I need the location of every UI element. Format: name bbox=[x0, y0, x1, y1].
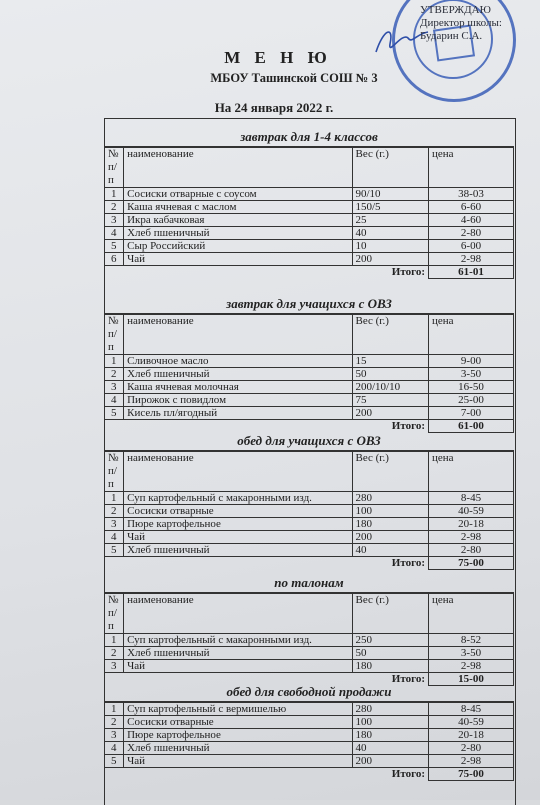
table-row bbox=[105, 355, 514, 368]
school-name: МБОУ Ташинской СОШ № 3 bbox=[210, 71, 378, 85]
item-number: 3 bbox=[105, 381, 124, 394]
item-price: 2-98 bbox=[428, 253, 513, 266]
item-number: 4 bbox=[105, 227, 124, 240]
item-number: 1 bbox=[105, 703, 124, 716]
menu-table bbox=[104, 451, 514, 570]
item-price: 3-50 bbox=[428, 368, 513, 381]
menu-section bbox=[104, 432, 514, 570]
table-row bbox=[105, 742, 514, 755]
item-weight: 200/10/10 bbox=[352, 381, 428, 394]
total-spacer bbox=[105, 768, 353, 781]
item-number: 2 bbox=[105, 505, 124, 518]
table-row bbox=[105, 381, 514, 394]
total-row bbox=[105, 768, 514, 781]
menu-table bbox=[104, 593, 514, 686]
item-weight: 90/10 bbox=[352, 188, 428, 201]
column-header-price: цена bbox=[428, 452, 513, 492]
column-header-price: цена bbox=[428, 594, 513, 634]
item-price: 3-50 bbox=[428, 647, 513, 660]
item-name: Пюре картофельное bbox=[124, 518, 352, 531]
menu-date: На 24 января 2022 г. bbox=[214, 100, 334, 115]
item-number: 2 bbox=[105, 716, 124, 729]
table-row bbox=[105, 492, 514, 505]
approval-director-line: Директор школы: bbox=[420, 17, 502, 29]
table-row bbox=[105, 755, 514, 768]
table-row bbox=[105, 188, 514, 201]
total-label: Итого: bbox=[352, 768, 428, 781]
item-name: Суп картофельный с макаронными изд. bbox=[124, 492, 352, 505]
item-name: Сливочное масло bbox=[124, 355, 352, 368]
menu-section bbox=[104, 574, 514, 686]
item-price: 9-00 bbox=[428, 355, 513, 368]
item-number: 2 bbox=[105, 201, 124, 214]
total-label: Итого: bbox=[352, 420, 428, 433]
item-name: Чай bbox=[124, 755, 352, 768]
menu-section bbox=[104, 128, 514, 279]
item-weight: 25 bbox=[352, 214, 428, 227]
item-number: 1 bbox=[105, 355, 124, 368]
item-weight: 50 bbox=[352, 368, 428, 381]
item-name: Каша ячневая молочная bbox=[124, 381, 352, 394]
total-label: Итого: bbox=[352, 557, 428, 570]
column-header-price: цена bbox=[428, 148, 513, 188]
table-header-row bbox=[105, 594, 514, 634]
item-number: 3 bbox=[105, 518, 124, 531]
total-value: 61-01 bbox=[428, 266, 513, 279]
item-price: 2-98 bbox=[428, 755, 513, 768]
section-title: завтрак для 1-4 классов bbox=[104, 128, 514, 147]
item-weight: 40 bbox=[352, 544, 428, 557]
approval-block bbox=[420, 4, 540, 43]
menu-table bbox=[104, 314, 514, 433]
item-weight: 40 bbox=[352, 227, 428, 240]
item-number: 1 bbox=[105, 492, 124, 505]
item-weight: 200 bbox=[352, 755, 428, 768]
table-row bbox=[105, 214, 514, 227]
item-name: Чай bbox=[124, 660, 352, 673]
page-title: М Е Н Ю bbox=[224, 48, 332, 67]
total-label: Итого: bbox=[352, 266, 428, 279]
item-price: 6-00 bbox=[428, 240, 513, 253]
item-number: 3 bbox=[105, 729, 124, 742]
approval-line: УТВЕРЖДАЮ bbox=[420, 4, 491, 16]
total-spacer bbox=[105, 557, 353, 570]
item-name: Хлеб пшеничный bbox=[124, 544, 352, 557]
table-row bbox=[105, 394, 514, 407]
section-title: обед для свободной продажи bbox=[104, 683, 514, 702]
approval-name-line: Бударин С.А. bbox=[420, 30, 483, 42]
column-header-name: наименование bbox=[124, 315, 352, 355]
section-title: по талонам bbox=[104, 574, 514, 593]
item-price: 6-60 bbox=[428, 201, 513, 214]
item-name: Сосиски отварные bbox=[124, 505, 352, 518]
item-price: 20-18 bbox=[428, 518, 513, 531]
item-name: Пирожок с повидлом bbox=[124, 394, 352, 407]
item-number: 1 bbox=[105, 634, 124, 647]
menu-table bbox=[104, 702, 514, 781]
table-row bbox=[105, 518, 514, 531]
table-row bbox=[105, 407, 514, 420]
item-name: Чай bbox=[124, 253, 352, 266]
total-value: 75-00 bbox=[428, 557, 513, 570]
item-name: Икра кабачковая bbox=[124, 214, 352, 227]
menu-section bbox=[104, 295, 514, 433]
table-row bbox=[105, 201, 514, 214]
item-weight: 200 bbox=[352, 531, 428, 544]
table-row bbox=[105, 660, 514, 673]
item-number: 4 bbox=[105, 394, 124, 407]
column-header-weight: Вес (г.) bbox=[352, 148, 428, 188]
section-title: завтрак для учащихся с ОВЗ bbox=[104, 295, 514, 314]
item-number: 5 bbox=[105, 755, 124, 768]
total-spacer bbox=[105, 266, 353, 279]
table-row bbox=[105, 647, 514, 660]
item-name: Пюре картофельное bbox=[124, 729, 352, 742]
item-weight: 50 bbox=[352, 647, 428, 660]
column-header-weight: Вес (г.) bbox=[352, 452, 428, 492]
table-header-row bbox=[105, 148, 514, 188]
item-weight: 280 bbox=[352, 492, 428, 505]
menu-section bbox=[104, 683, 514, 781]
item-price: 8-52 bbox=[428, 634, 513, 647]
total-value: 61-00 bbox=[428, 420, 513, 433]
table-row bbox=[105, 634, 514, 647]
item-weight: 150/5 bbox=[352, 201, 428, 214]
item-number: 2 bbox=[105, 368, 124, 381]
table-row bbox=[105, 368, 514, 381]
item-weight: 180 bbox=[352, 660, 428, 673]
item-price: 40-59 bbox=[428, 505, 513, 518]
item-number: 5 bbox=[105, 407, 124, 420]
item-name: Хлеб пшеничный bbox=[124, 647, 352, 660]
item-weight: 75 bbox=[352, 394, 428, 407]
total-spacer bbox=[105, 420, 353, 433]
item-weight: 100 bbox=[352, 505, 428, 518]
item-price: 2-98 bbox=[428, 660, 513, 673]
item-price: 2-98 bbox=[428, 531, 513, 544]
column-header-num: № п/п bbox=[105, 148, 124, 188]
item-price: 8-45 bbox=[428, 492, 513, 505]
item-number: 3 bbox=[105, 660, 124, 673]
item-price: 40-59 bbox=[428, 716, 513, 729]
item-number: 5 bbox=[105, 240, 124, 253]
total-row bbox=[105, 557, 514, 570]
item-price: 4-60 bbox=[428, 214, 513, 227]
item-price: 7-00 bbox=[428, 407, 513, 420]
item-price: 20-18 bbox=[428, 729, 513, 742]
item-name: Суп картофельный с вермишелью bbox=[124, 703, 352, 716]
item-price: 8-45 bbox=[428, 703, 513, 716]
column-header-num: № п/п bbox=[105, 452, 124, 492]
item-price: 25-00 bbox=[428, 394, 513, 407]
section-title: обед для учащихся с ОВЗ bbox=[104, 432, 514, 451]
item-weight: 180 bbox=[352, 729, 428, 742]
item-weight: 200 bbox=[352, 407, 428, 420]
item-weight: 10 bbox=[352, 240, 428, 253]
item-weight: 200 bbox=[352, 253, 428, 266]
total-row bbox=[105, 420, 514, 433]
item-price: 2-80 bbox=[428, 544, 513, 557]
item-price: 2-80 bbox=[428, 227, 513, 240]
column-header-num: № п/п bbox=[105, 594, 124, 634]
item-weight: 250 bbox=[352, 634, 428, 647]
item-number: 6 bbox=[105, 253, 124, 266]
item-name: Хлеб пшеничный bbox=[124, 742, 352, 755]
table-row bbox=[105, 716, 514, 729]
table-row bbox=[105, 505, 514, 518]
item-number: 1 bbox=[105, 188, 124, 201]
column-header-name: наименование bbox=[124, 452, 352, 492]
item-weight: 15 bbox=[352, 355, 428, 368]
table-row bbox=[105, 227, 514, 240]
item-number: 5 bbox=[105, 544, 124, 557]
item-name: Чай bbox=[124, 531, 352, 544]
item-price: 16-50 bbox=[428, 381, 513, 394]
item-weight: 280 bbox=[352, 703, 428, 716]
table-row bbox=[105, 729, 514, 742]
table-row bbox=[105, 544, 514, 557]
column-header-num: № п/п bbox=[105, 315, 124, 355]
item-name: Сосиски отварные bbox=[124, 716, 352, 729]
table-row bbox=[105, 253, 514, 266]
item-weight: 100 bbox=[352, 716, 428, 729]
total-value: 75-00 bbox=[428, 768, 513, 781]
column-header-name: наименование bbox=[124, 148, 352, 188]
item-number: 4 bbox=[105, 531, 124, 544]
column-header-price: цена bbox=[428, 315, 513, 355]
item-number: 4 bbox=[105, 742, 124, 755]
column-header-weight: Вес (г.) bbox=[352, 315, 428, 355]
item-weight: 40 bbox=[352, 742, 428, 755]
item-number: 2 bbox=[105, 647, 124, 660]
item-price: 38-03 bbox=[428, 188, 513, 201]
item-name: Сыр Российский bbox=[124, 240, 352, 253]
table-row bbox=[105, 240, 514, 253]
item-name: Кисель пл/ягодный bbox=[124, 407, 352, 420]
item-weight: 180 bbox=[352, 518, 428, 531]
item-name: Сосиски отварные с соусом bbox=[124, 188, 352, 201]
total-row bbox=[105, 266, 514, 279]
table-row bbox=[105, 531, 514, 544]
total-label: Итого: bbox=[352, 673, 428, 686]
table-header-row bbox=[105, 315, 514, 355]
table-row bbox=[105, 703, 514, 716]
column-header-name: наименование bbox=[124, 594, 352, 634]
item-number: 3 bbox=[105, 214, 124, 227]
table-header-row bbox=[105, 452, 514, 492]
item-name: Суп картофельный с макаронными изд. bbox=[124, 634, 352, 647]
total-value: 15-00 bbox=[428, 673, 513, 686]
item-price: 2-80 bbox=[428, 742, 513, 755]
item-name: Хлеб пшеничный bbox=[124, 368, 352, 381]
item-name: Хлеб пшеничный bbox=[124, 227, 352, 240]
column-header-weight: Вес (г.) bbox=[352, 594, 428, 634]
menu-table bbox=[104, 147, 514, 279]
item-name: Каша ячневая с маслом bbox=[124, 201, 352, 214]
